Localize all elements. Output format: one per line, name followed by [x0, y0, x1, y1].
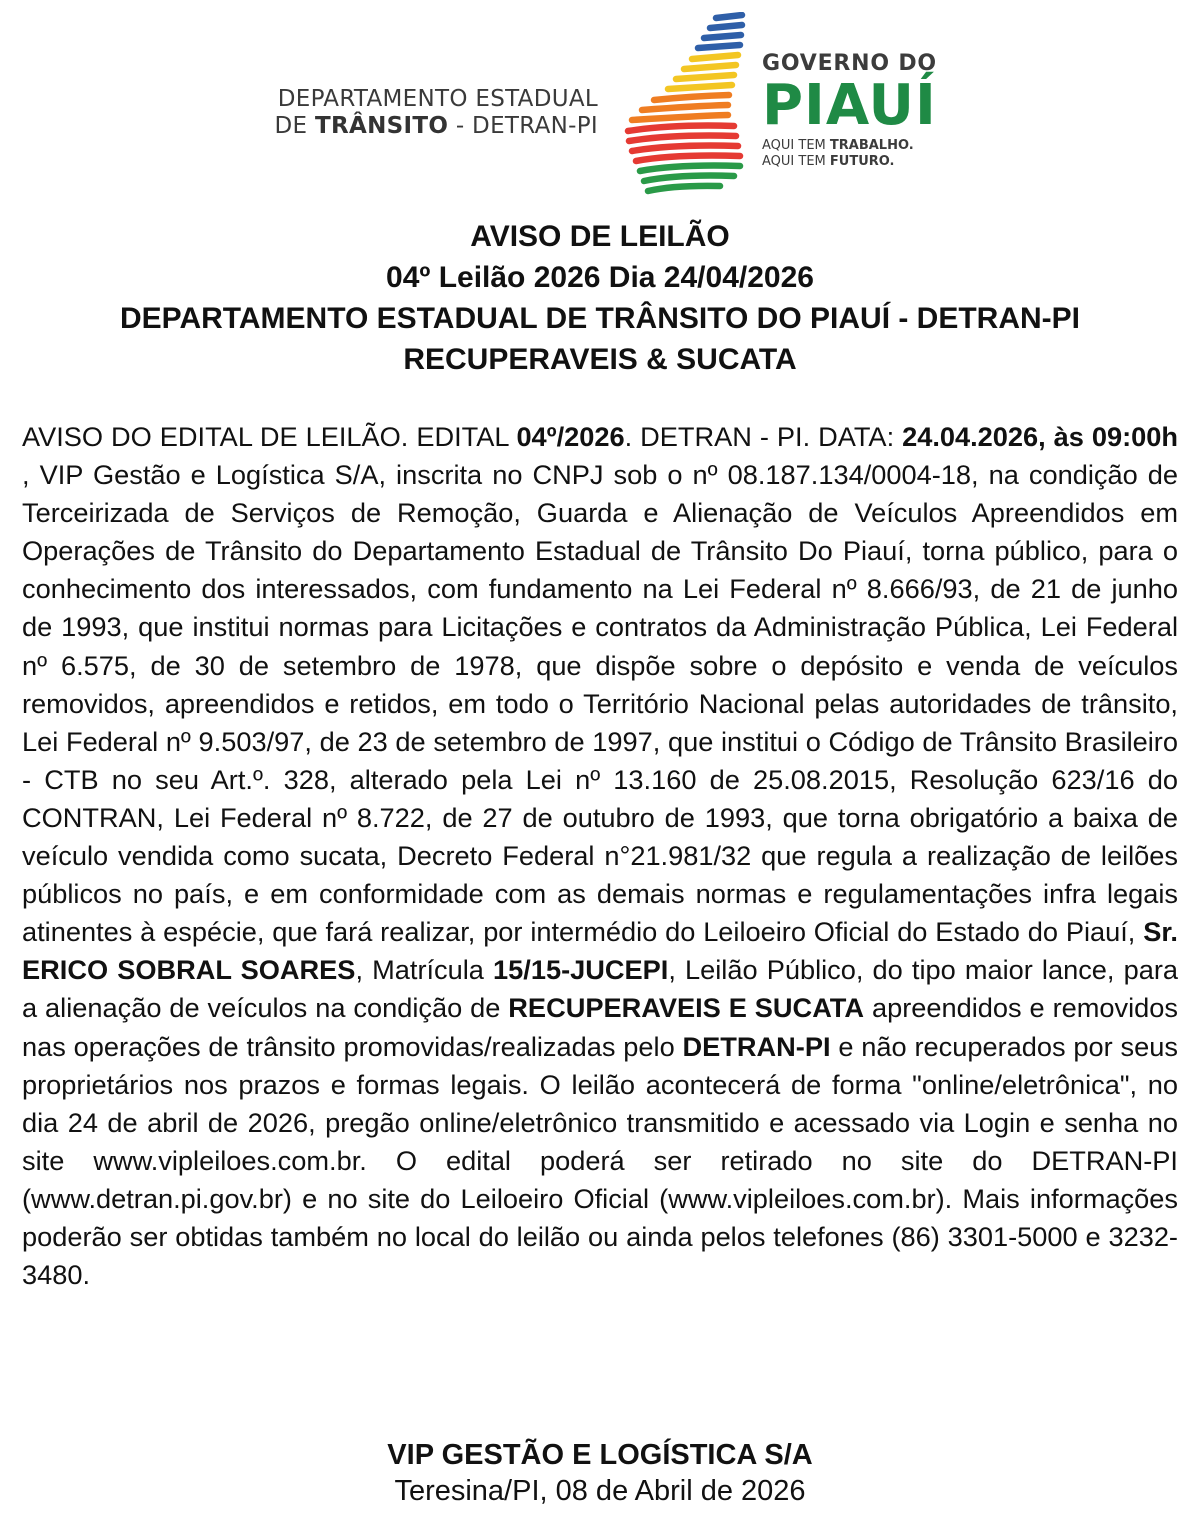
slogan1-bold: TRABALHO. [829, 138, 914, 153]
detran-logo [258, 86, 598, 140]
slogan2-bold: FUTURO. [829, 154, 895, 169]
piaui-logo [762, 52, 962, 170]
detran-logo-suffix: - DETRAN-PI [448, 113, 598, 139]
body-bold-condition: RECUPERAVEIS E SUCATA [508, 992, 865, 1024]
detran-logo-bold: TRÂNSITO [315, 113, 449, 139]
slogan-line2 [762, 154, 962, 170]
detran-logo-prefix: DE [274, 113, 316, 139]
body-segment: , VIP Gestão e Logística S/A, inscrita no CNPJ sob o nº 08.187.134/0004-18, na condição de Terceirizada de Serviços de Remoção, Guarda e Alienação de Veículos Apreendidos em Operações de Trânsito do Departamento Estadual de Trânsito Do Piauí, torna público, para o conhecimento dos interessados, com fundamento na Lei Federal nº 8.666/93, de 21 de junho de 1993, que institui normas para Licitações e contratos da Administração Pública, Lei Federal nº 6.575, de 30 de setembro de 1978, que dispõe sobre o depósito e venda de veículos removidos, apreendidos e retidos, em todo o Território Nacional pelas autoridades de trânsito, Lei Federal nº 9.503/97, de 23 de setembro de 1997, que institui o Código de Trânsito Brasileiro - CTB no seu Art.º. 328, alterado pela Lei nº 13.160 de 25.08.2015, Resolução 623/16 do CONTRAN, Lei Federal nº 8.722, de 27 de outubro de 1993, que torna obrigatório a baixa de veículo vendida como sucata, Decreto Federal n°21.981/32 que regula a realização de leilões públicos no país, e em conformidade com as demais normas e regulamentações infra legais atinentes à espécie, que fará realizar, por intermédio do Leiloeiro Oficial do Estado do Piauí, [22, 459, 1178, 948]
footer-company: VIP GESTÃO E LOGÍSTICA S/A [387, 1439, 813, 1471]
detran-logo-line2 [258, 113, 598, 140]
slogan2-prefix: AQUI TEM [762, 154, 830, 169]
piaui-state-icon [624, 12, 754, 197]
body-segment: e não recuperados por seus proprietários nos prazos e formas legais. O leilão acontecerá de forma "online/eletrônica", no dia 24 de abril de 2026, pregão online/eletrônico transmitido e acessado via Login e senha no site www.vipleiloes.com.br. O edital poderá ser retirado no site do DETRAN-PI (www.detran.pi.gov.br) e no site do Leiloeiro Oficial (www.vipleiloes.com.br). Mais informações poderão ser obtidas também no local do leilão ou ainda pelos telefones (86) 3301-5000 e 3232-3480. [22, 1030, 1178, 1291]
body-segment: . DETRAN - PI. DATA: [624, 421, 903, 452]
notice-title: AVISO DE LEILÃO [470, 220, 730, 253]
body-segment: , Leilão Público, do tipo maior lance, para a alienação de veículos na condição de [22, 954, 1179, 1024]
footer-place-date: Teresina/PI, 08 de Abril de 2026 [394, 1475, 806, 1507]
piaui-logo-name: PIAUÍ [762, 73, 937, 138]
body-bold-auctioneer: Sr. ERICO SOBRAL SOARES [22, 916, 1178, 986]
notice-subtitle-agency: DEPARTAMENTO ESTADUAL DE TRÂNSITO DO PIAUÍ - DETRAN-PI [119, 302, 1081, 335]
body-bold-edital: 04º/2026 [516, 421, 625, 452]
piaui-logo-slogan [762, 138, 962, 170]
body-segment: , Matrícula [355, 954, 494, 986]
slogan1-prefix: AQUI TEM [762, 138, 830, 153]
header [0, 0, 1200, 210]
body-bold-detran: DETRAN-PI [682, 1030, 831, 1062]
body-bold-registration: 15/15-JUCEPI [493, 954, 669, 986]
footer [0, 1437, 1200, 1509]
piaui-logo-governo: GOVERNO DO [762, 51, 937, 76]
body-segment: apreendidos e removidos nas operações de trânsito promovidas/realizadas pelo [22, 992, 1178, 1062]
notice-titles [0, 216, 1200, 380]
body-segment: AVISO DO EDITAL DE LEILÃO. EDITAL [22, 421, 517, 452]
body-bold-date: 24.04.2026, às 09:00h [902, 421, 1178, 452]
slogan-line1 [762, 138, 962, 154]
notice-subtitle-category: RECUPERAVEIS & SUCATA [403, 343, 797, 376]
notice-subtitle-date: 04º Leilão 2026 Dia 24/04/2026 [386, 261, 814, 294]
detran-logo-line1: DEPARTAMENTO ESTADUAL [277, 86, 598, 112]
notice-body [22, 418, 1178, 1294]
